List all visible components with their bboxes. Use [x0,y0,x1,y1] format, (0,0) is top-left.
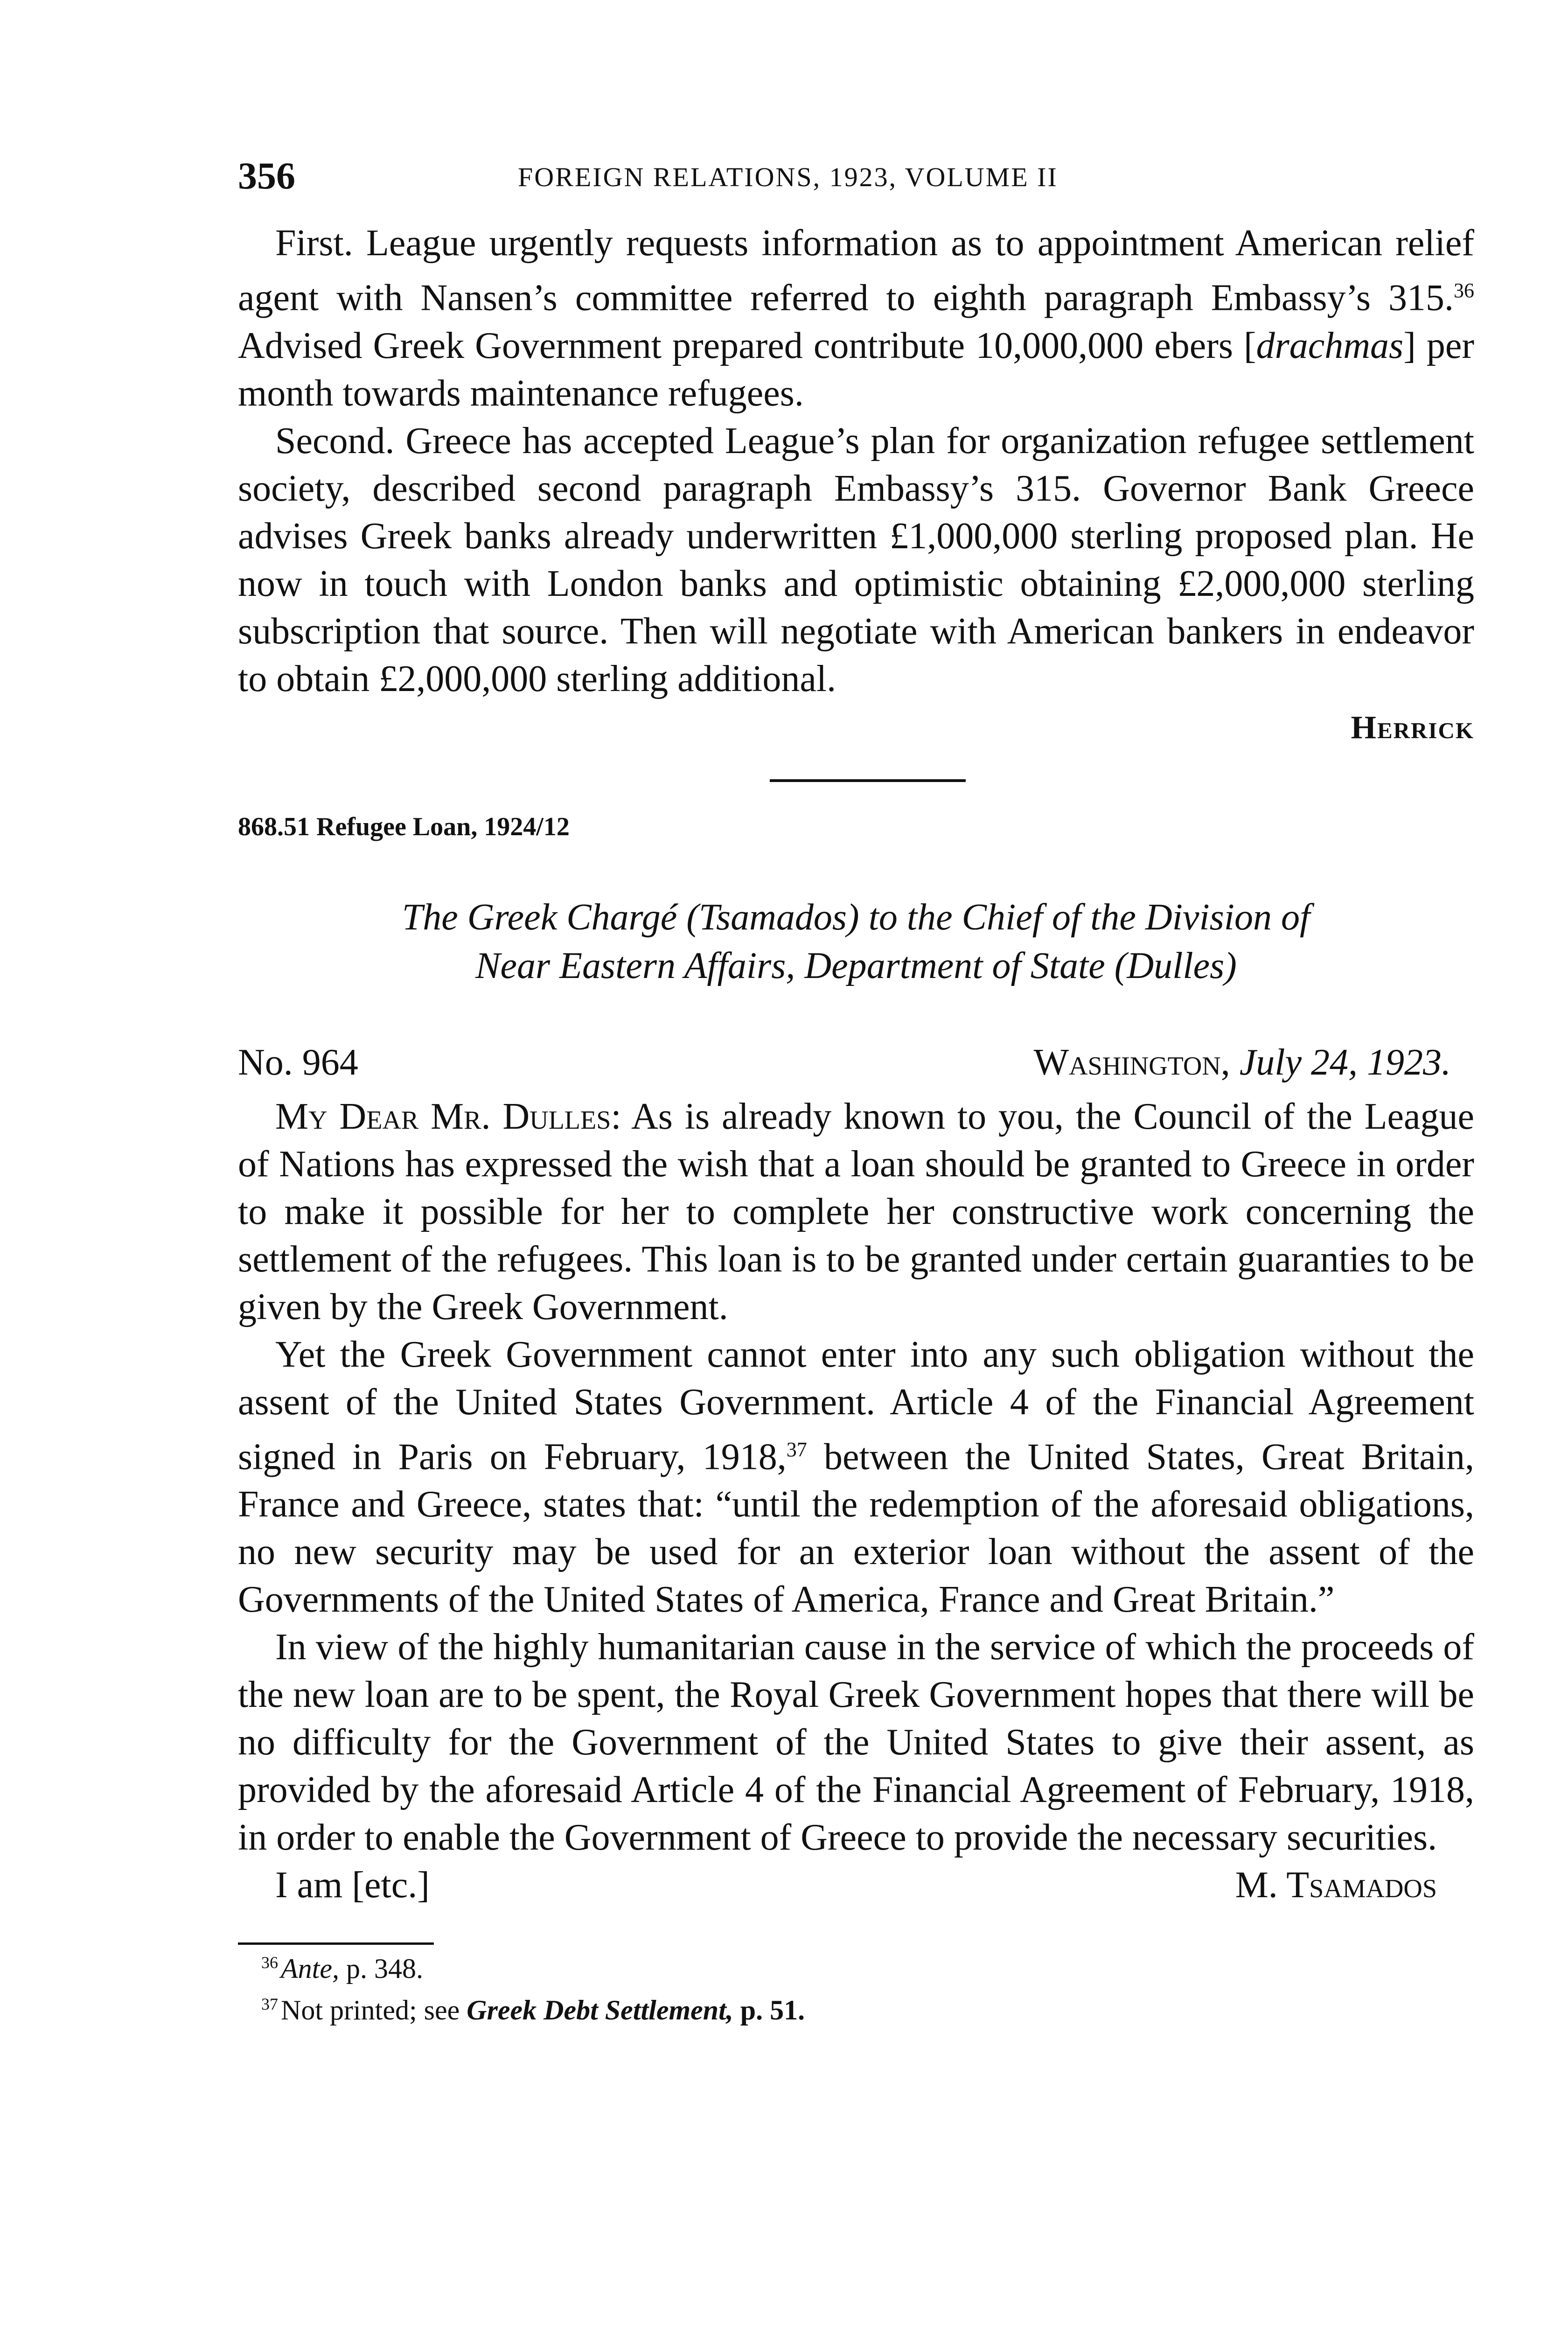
letter-paragraph-1: My Dear Mr. Dulles: As is already known to you, the Council of the League of Nations has expressed the wish that a loan should be granted to Greece in order to make it possible for her to complete her constructive work concerning the settlement of the refugees. This loan is to be granted under certain guaranties to be given by the Greek Government. [238,1096,1474,1327]
letter-paragraph-3: In view of the highly humanitarian cause in the service of which the proceeds of the new loan are to be spent, the Royal Greek Government hopes that there will be no difficulty for the Government of the United States to give their assent, as provided by the aforesaid Article 4 of the Financial Agreement of February, 1918, in order to enable the Government of Greece to provide the necessary securities. [238,1627,1474,1858]
telegram-paragraph-1: First. League urgently requests information as to appointment American relief agent with Nansen’s committee referred to eighth paragraph Embassy’s 315.36 Advised Greek Government prepared contribute 10,000,000 ebers [drachmas] per month towards maintenance refugees. [238,223,1474,414]
signature: M. Tsamados [1235,1865,1437,1906]
complimentary-close: I am [etc.] [275,1865,430,1906]
footnote-ref-36[interactable]: 36 [1454,279,1474,302]
running-head [238,154,1474,219]
telegram-paragraph-2: Second. Greece has accepted League’s plan for organization refugee settlement society, described second paragraph Embassy’s 315. Governor Bank Greece advises Greek banks already underwritten £1,000,000 sterling proposed plan. He now in touch with London banks and optimistic obtaining £2,000,000 sterling subscription that source. Then will negotiate with American bankers in endeavor to obtain £2,000,000 sterling additional. [238,420,1474,699]
salutation: My Dear Mr. Dulles: [275,1096,621,1137]
running-title: FOREIGN RELATIONS, 1923, VOLUME II [518,162,1058,192]
document-page [238,154,1474,2028]
dateline [238,1041,1474,1093]
section-divider [770,779,966,782]
letter-paragraph-2: Yet the Greek Government cannot enter into any such obligation without the assent of the United States Government. Article 4 of the Financial Agreement signed in Paris on February, 1918,37 between the United States, Great Britain, France and Greece, states that: “until the redemption of the aforesaid obligations, no new security may be used for an exterior loan without the assent of the Governments of the United States of America, France and Great Britain.” [238,1334,1475,1621]
footnote-ref-37[interactable]: 37 [786,1438,807,1461]
closing-line [238,1861,1474,1910]
page-number: 356 [238,154,295,197]
file-reference: 868.51 Refugee Loan, 1924/12 [238,812,570,841]
telegram-signer: Herrick [1351,709,1474,746]
place-and-date: Washington, July 24, 1923. [1033,1041,1451,1083]
document-heading: The Greek Chargé (Tsamados) to the Chief of the Division of Near Eastern Affairs, Department of State (Dulles) [402,896,1310,986]
document-number: No. 964 [238,1041,358,1083]
footnote-37: $^{37}$ Not printed; see Greek Debt Settlement, p. 51. [261,1995,805,2026]
footnote-36: $^{36}$ Ante, p. 348. [261,1953,423,1984]
